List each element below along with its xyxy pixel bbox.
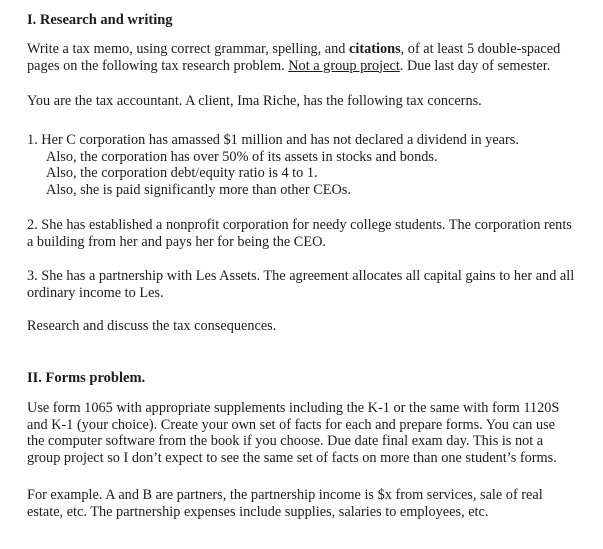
- section-1-heading: I. Research and writing: [27, 12, 173, 28]
- concern-item-1: [27, 132, 592, 198]
- instructions-text: , of at least 5 double-spaced: [400, 41, 561, 57]
- example-paragraph: [27, 487, 592, 520]
- instructions-text: . Due last day of semester.: [399, 57, 551, 74]
- forms-problem-line: group project so I don’t expect to see the same set of facts on more than one student’s forms.: [27, 449, 557, 466]
- concern-1-line: Also, she is paid significantly more than other CEOs.: [46, 181, 351, 198]
- concern-item-2: [27, 217, 592, 250]
- scenario-paragraph: [27, 93, 592, 110]
- instructions-line-2: [27, 58, 592, 75]
- example-line: estate, etc. The partnership expenses include supplies, salaries to employees, etc.: [27, 503, 489, 520]
- citations-emphasis: citations: [349, 41, 401, 57]
- scenario-text: You are the tax accountant. A client, Ima Riche, has the following tax concerns.: [27, 93, 482, 109]
- concern-3-line: 3. She has a partnership with Les Assets. The agreement allocates all capital gains to her and all: [27, 268, 575, 284]
- concern-1-line: Also, the corporation debt/equity ratio is 4 to 1.: [46, 165, 318, 181]
- concern-1-line: 1. Her C corporation has amassed $1 million and has not declared a dividend in years.: [27, 132, 519, 148]
- section-2-heading: II. Forms problem.: [27, 370, 146, 386]
- not-group-project-emphasis: Not a group project: [288, 57, 400, 74]
- closing-instruction: [27, 318, 592, 335]
- example-line: For example. A and B are partners, the partnership income is $x from services, sale of real: [27, 487, 543, 503]
- concern-2-line: a building from her and pays her for being the CEO.: [27, 233, 326, 250]
- assignment-instructions: [27, 41, 592, 74]
- forms-problem-line: and K-1 (your choice). Create your own set of facts for each and prepare forms. You can use: [27, 416, 555, 433]
- instructions-text: pages on the following tax research problem.: [27, 57, 289, 74]
- instructions-text: Write a tax memo, using correct grammar, spelling, and: [27, 41, 350, 57]
- forms-problem-line: Use form 1065 with appropriate supplements including the K-1 or the same with form 1120S: [27, 400, 560, 416]
- instructions-line-1: [27, 41, 592, 58]
- concern-1-line: Also, the corporation has over 50% of its assets in stocks and bonds.: [46, 148, 438, 165]
- forms-problem-line: the computer software from the book if you choose. Due date final exam day. This is not a: [27, 433, 544, 449]
- forms-problem-paragraph: [27, 400, 592, 466]
- concern-3-line: ordinary income to Les.: [27, 284, 164, 301]
- concern-2-line: 2. She has established a nonprofit corporation for needy college students. The corporation rents: [27, 217, 572, 233]
- closing-text: Research and discuss the tax consequences.: [27, 318, 277, 334]
- concern-item-3: [27, 268, 592, 301]
